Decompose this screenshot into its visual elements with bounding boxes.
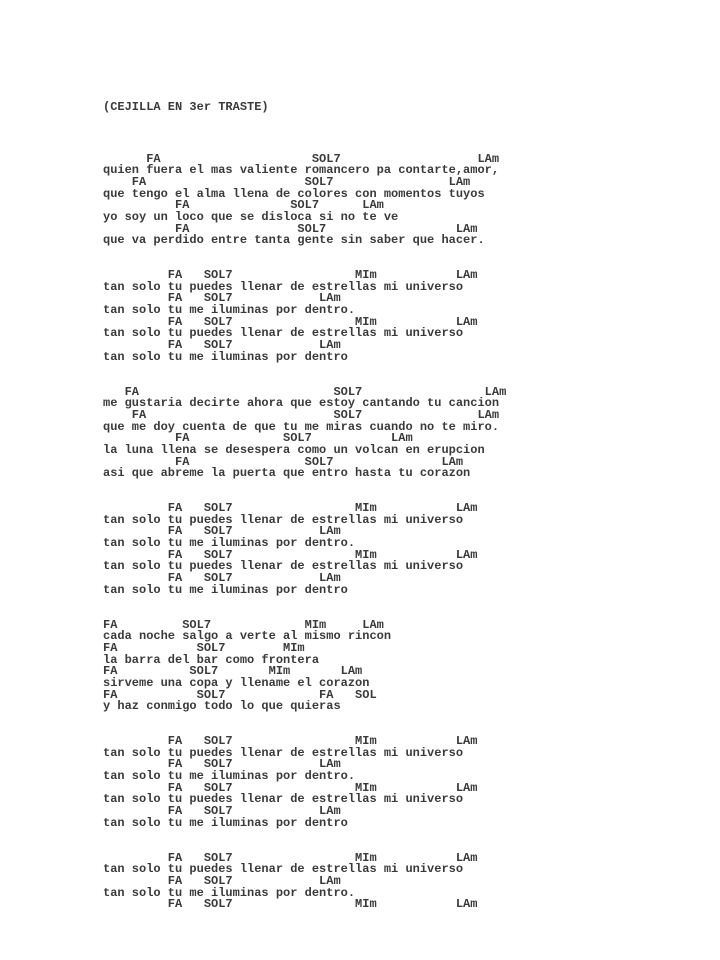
- chord-line: FA SOL7 LAm: [103, 431, 413, 446]
- chord-line: FA SOL7 LAm: [103, 221, 478, 236]
- chord-line: FA SOL7 LAm: [103, 174, 471, 189]
- chord-line: FA SOL7 MIm: [103, 640, 305, 655]
- chord-line: FA SOL7 MIm LAm: [103, 314, 478, 329]
- lyric-line: quien fuera el mas valiente romancero pa contarte,amor,: [103, 163, 500, 178]
- chord-line: FA SOL7 LAm: [103, 384, 507, 399]
- lyric-line: cada noche salgo a verte al mismo rincon: [103, 629, 392, 644]
- chord-line: FA SOL7 LAm: [103, 524, 341, 539]
- chord-line: FA SOL7 MIm LAm: [103, 547, 478, 562]
- lyric-line: tan solo tu puedes llenar de estrellas mi universo: [103, 279, 464, 294]
- chord-line: FA SOL7 MIm LAm: [103, 664, 363, 679]
- capo-note: (CEJILLA EN 3er TRASTE): [103, 100, 269, 115]
- lyric-line: tan solo tu puedes llenar de estrellas mi universo: [103, 792, 464, 807]
- lyric-line: tan solo tu puedes llenar de estrellas mi universo: [103, 862, 464, 877]
- chord-line: FA SOL7 LAm: [103, 151, 500, 166]
- chord-line: FA SOL7 MIm LAm: [103, 617, 384, 632]
- chord-line: FA SOL7 MIm LAm: [103, 897, 478, 912]
- chord-line: FA SOL7 MIm LAm: [103, 780, 478, 795]
- lyric-line: sirveme una copa y llename el corazon: [103, 675, 370, 690]
- lyric-line: tan solo tu me iluminas por dentro: [103, 349, 348, 364]
- chord-line: FA SOL7 MIm LAm: [103, 501, 478, 515]
- lyric-line: tan solo tu me iluminas por dentro.: [103, 769, 356, 784]
- section-bridge: [103, 617, 720, 714]
- chord-line: FA SOL7 LAm: [103, 338, 341, 353]
- chord-line: FA SOL7 MIm LAm: [103, 850, 478, 865]
- lyric-line: la barra del bar como frontera: [103, 652, 320, 667]
- chord-line: FA SOL7 MIm LAm: [103, 268, 478, 282]
- section-chorus-2: [103, 503, 720, 597]
- lyric-line: yo soy un loco que se disloca si no te ve: [103, 209, 399, 224]
- lyric-line: que tengo el alma llena de colores con momentos tuyos: [103, 186, 485, 201]
- chord-line: FA SOL7 LAm: [103, 571, 341, 586]
- chord-line: FA SOL7 LAm: [103, 873, 341, 888]
- lyric-line: tan solo tu me iluminas por dentro.: [103, 303, 356, 318]
- lyric-line: tan solo tu puedes llenar de estrellas mi universo: [103, 745, 464, 760]
- lyric-line: tan solo tu puedes llenar de estrellas mi universo: [103, 559, 464, 574]
- song-body: [103, 151, 720, 912]
- section-chorus-1: [103, 270, 720, 364]
- lyric-line: y haz conmigo todo lo que quieras: [103, 699, 341, 714]
- chord-line: FA SOL7 LAm: [103, 291, 341, 306]
- section-verse-2: [103, 384, 720, 481]
- lyric-line: tan solo tu puedes llenar de estrellas mi universo: [103, 326, 464, 341]
- lyric-line: asi que abreme la puerta que entro hasta tu corazon: [103, 466, 471, 481]
- lyric-line: tan solo tu puedes llenar de estrellas mi universo: [103, 512, 464, 527]
- section-chorus-4-outro: [103, 850, 720, 912]
- lyric-line: tan solo tu me iluminas por dentro: [103, 582, 348, 597]
- chord-line: FA SOL7 MIm LAm: [103, 734, 478, 748]
- chord-line: FA SOL7 LAm: [103, 757, 341, 772]
- section-chorus-3: [103, 736, 720, 830]
- lyric-line: me gustaria decirte ahora que estoy cantando tu cancion: [103, 396, 500, 411]
- lyric-line: que va perdido entre tanta gente sin saber que hacer.: [103, 233, 485, 248]
- chord-line: FA SOL7 FA SOL: [103, 687, 377, 702]
- chord-line: FA SOL7 LAm: [103, 454, 464, 469]
- lyric-line: tan solo tu me iluminas por dentro.: [103, 536, 356, 551]
- chord-line: FA SOL7 LAm: [103, 198, 384, 213]
- lyric-line: que me doy cuenta de que tu me miras cuando no te miro.: [103, 419, 500, 434]
- chord-line: FA SOL7 LAm: [103, 407, 500, 422]
- lyric-line: tan solo tu me iluminas por dentro: [103, 815, 348, 830]
- lyric-line: la luna llena se desespera como un volcan en erupcion: [103, 442, 485, 457]
- chord-line: FA SOL7 LAm: [103, 804, 341, 819]
- section-verse-1: [103, 151, 720, 248]
- lyric-line: tan solo tu me iluminas por dentro.: [103, 885, 356, 900]
